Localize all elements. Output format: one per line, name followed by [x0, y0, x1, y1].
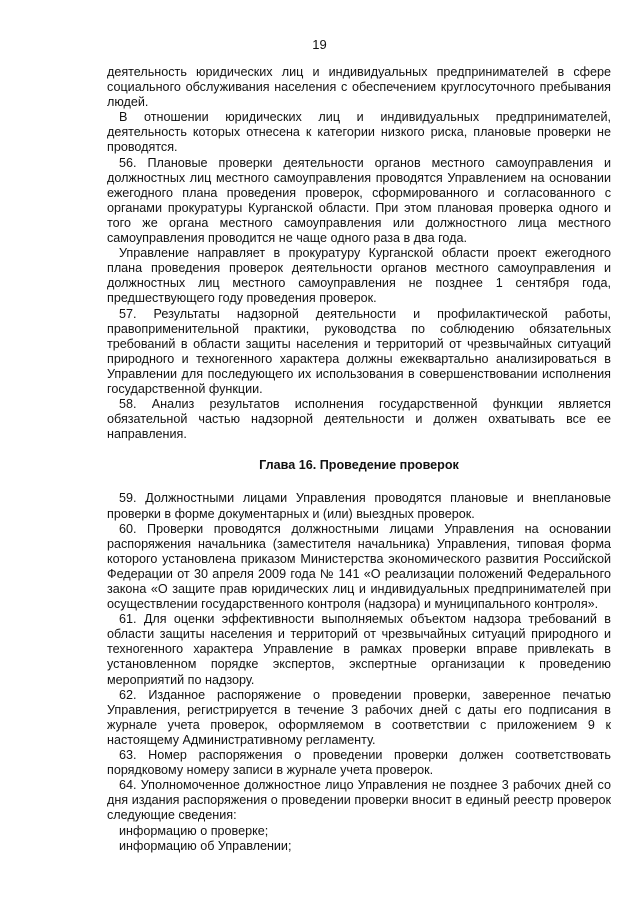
paragraph: 56. Плановые проверки деятельности органов местного самоуправления и должностных лиц местного самоуправления проводятся Управлением на основании ежегодного плана проведения проверок, сформированного и согласованного с органами прокуратуры Курганской области. При этом плановая проверка одного и того же органа местного самоуправления или должностного лица местного самоуправления проводится не чаще одного раза в два года. — [107, 155, 611, 246]
paragraph: 58. Анализ результатов исполнения государственной функции является обязательной частью надзорной деятельности и должен охватывать все ее направления. — [107, 397, 611, 442]
info-list — [107, 824, 611, 854]
list-item: информацию о проверке; — [119, 823, 269, 838]
paragraph: 63. Номер распоряжения о проведении проверки должен соответствовать порядковому номеру записи в журнале учета проверок. — [107, 748, 611, 778]
paragraph: Управление направляет в прокуратуру Курганской области проект ежегодного плана проведения проверок деятельности органов местного самоуправления и должностных лиц местного самоуправления не позднее 1 сентября года, предшествующего году проведения проверок. — [107, 246, 611, 306]
paragraph: деятельность юридических лиц и индивидуальных предпринимателей в сфере социального обслуживания населения с обеспечением круглосуточного пребывания людей. — [107, 65, 611, 110]
paragraph: 59. Должностными лицами Управления проводятся плановые и внеплановые проверки в форме документарных и (или) выездных проверок. — [107, 491, 611, 521]
chapter-heading: Глава 16. Проведение проверок — [259, 458, 459, 473]
paragraphs-after-heading — [107, 491, 611, 823]
paragraph: 60. Проверки проводятся должностными лицами Управления на основании распоряжения начальника (заместителя начальника) Управления, типовая форма которого установлена приказом Министерства экономического развития Российской Федерации от 30 апреля 2009 года № 141 «О реализации положений Федерального закона «О защите прав юридических лиц и индивидуальных предпринимателей при осуществлении государственного контроля (надзора) и муниципального контроля». — [107, 521, 611, 612]
list-item: информацию об Управлении; — [119, 838, 292, 853]
paragraph: 62. Изданное распоряжение о проведении проверки, заверенное печатью Управления, регистрируется в течение 3 рабочих дней с даты его подписания в журнале учета проверок, оформляемом в соответствии с приложением 9 к настоящему Административному регламенту. — [107, 687, 611, 747]
paragraph: В отношении юридических лиц и индивидуальных предпринимателей, деятельность которых отнесена к категории низкого риска, плановые проверки не проводятся. — [107, 110, 611, 155]
paragraphs-before-heading — [107, 65, 611, 442]
paragraph: 57. Результаты надзорной деятельности и профилактической работы, правоприменительной практики, руководства по соблюдению обязательных требований в области защиты населения и территорий от чрезвычайных ситуаций природного и техногенного характера должны ежеквартально анализироваться в Управлении для последующего их использования в совершенствовании исполнения государственной функции. — [107, 306, 611, 396]
page-number: 19 — [312, 37, 327, 52]
document-body — [107, 65, 611, 854]
paragraph: 61. Для оценки эффективности выполняемых объектом надзора требований в области защиты населения и территорий от чрезвычайных ситуаций природного и техногенного характера Управление в рамках проверки вправе привлекать в установленном порядке экспертов, экспертные организации к проведению мероприятий по надзору. — [107, 612, 611, 687]
paragraph: 64. Уполномоченное должностное лицо Управления не позднее 3 рабочих дней со дня издания распоряжения о проведении проверки вносит в единый реестр проверок следующие сведения: — [107, 778, 611, 823]
